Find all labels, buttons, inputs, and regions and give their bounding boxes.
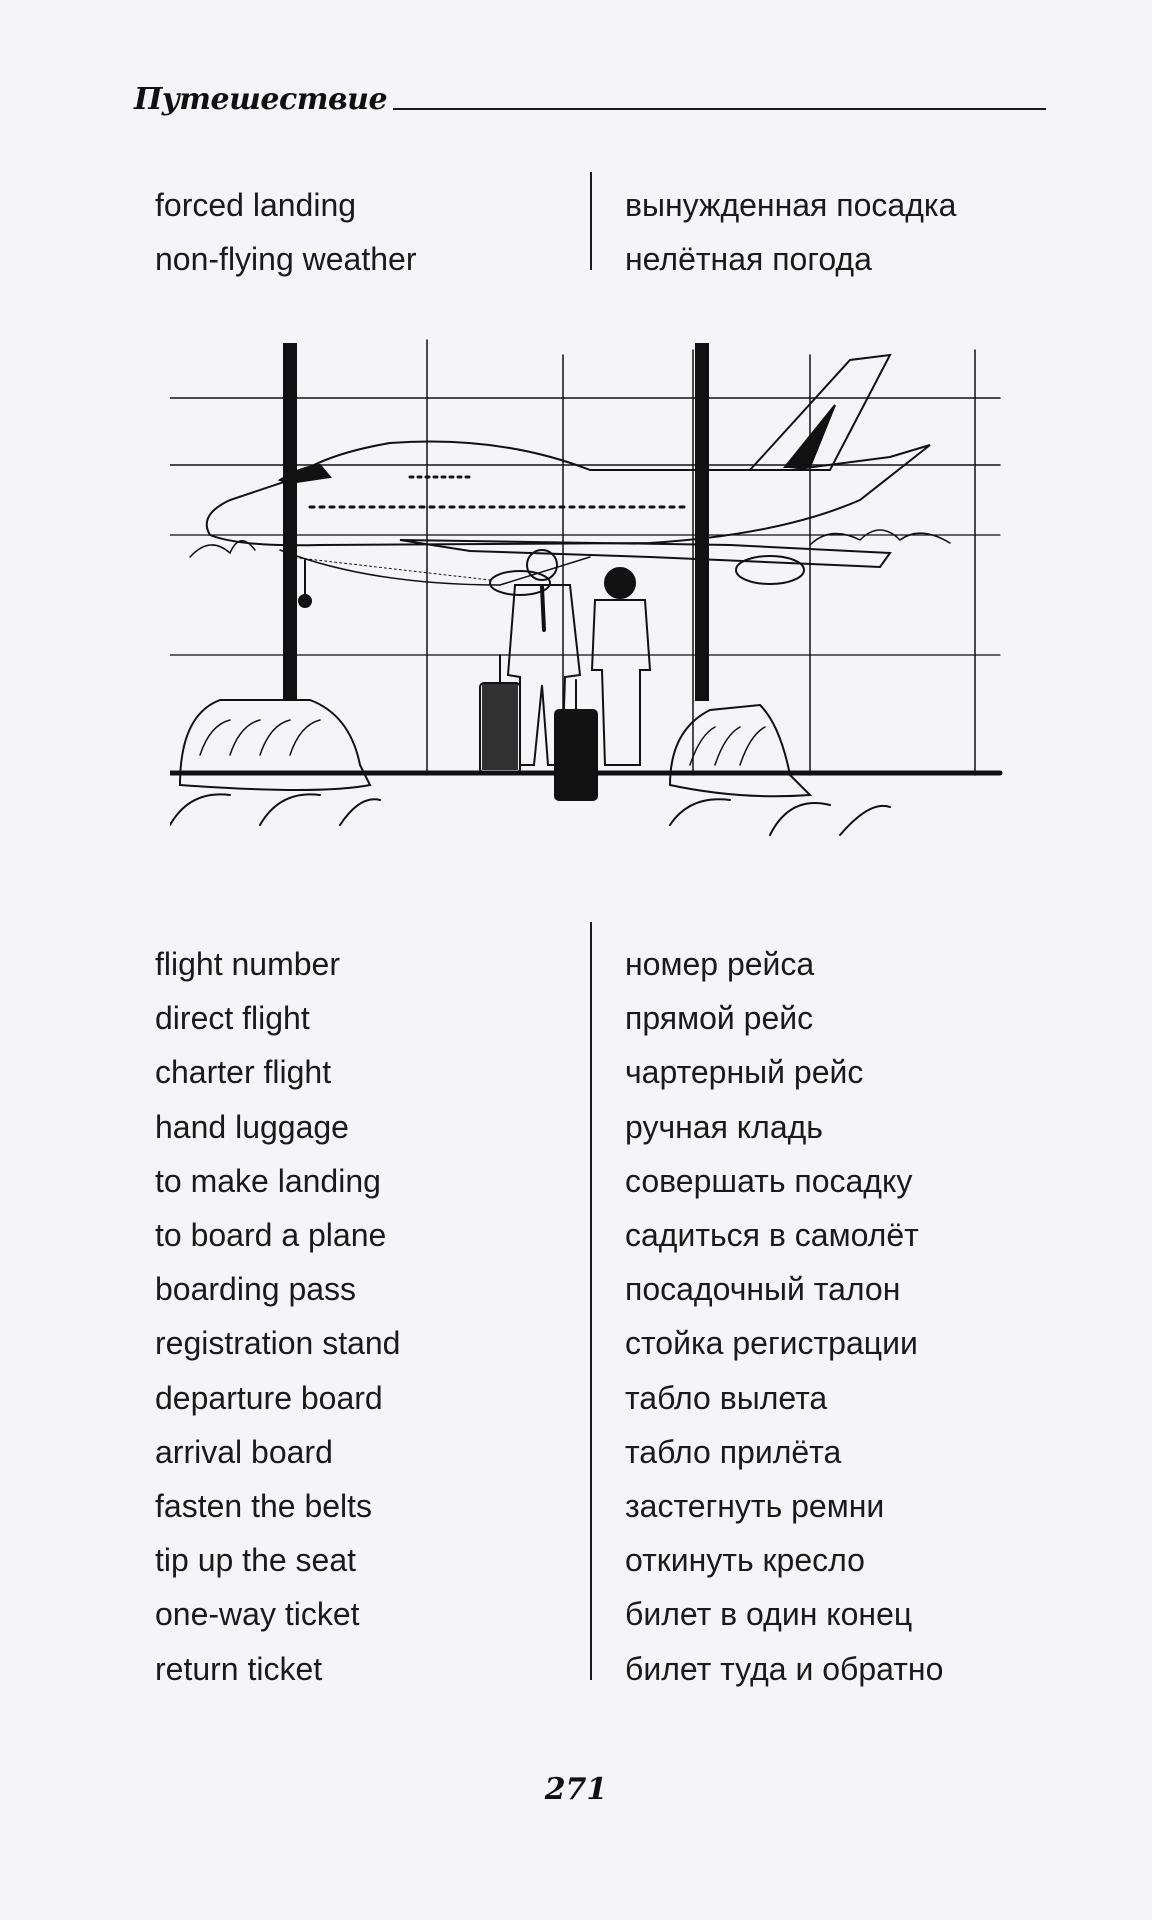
- vocab-english: return ticket: [155, 1650, 323, 1687]
- vocab-russian: нелётная погода: [625, 241, 872, 278]
- vocab-russian: посадочный талон: [625, 1271, 901, 1308]
- vocab-english: arrival board: [155, 1433, 333, 1470]
- vocab-row: [155, 1479, 1035, 1533]
- vocab-russian: вынужденная посадка: [625, 187, 957, 224]
- vocab-russian: откинуть кресло: [625, 1542, 865, 1579]
- vocab-english: one-way ticket: [155, 1596, 360, 1633]
- vocab-russian: садиться в самолёт: [625, 1217, 919, 1254]
- vocab-russian: прямой рейс: [625, 1000, 814, 1037]
- vocab-row: [155, 232, 1035, 286]
- vocab-english: direct flight: [155, 1000, 310, 1037]
- vocab-row: [155, 1262, 1035, 1316]
- airport-illustration: [170, 295, 1030, 855]
- vocab-russian: билет в один конец: [625, 1596, 913, 1633]
- vocab-russian: табло вылета: [625, 1379, 828, 1416]
- vocab-english: tip up the seat: [155, 1542, 357, 1579]
- vocab-row: [155, 1045, 1035, 1099]
- vocab-row: [155, 937, 1035, 991]
- vocab-english: hand luggage: [155, 1108, 349, 1145]
- vocab-english: charter flight: [155, 1054, 332, 1091]
- page-number: 271: [544, 1772, 608, 1807]
- vocab-russian: стойка регистрации: [625, 1325, 918, 1362]
- vocab-list-bottom: [155, 937, 1035, 1696]
- vocab-english: to board a plane: [155, 1217, 387, 1254]
- page-header: [134, 82, 1046, 122]
- vocab-row: [155, 1641, 1035, 1695]
- vocab-row: [155, 1533, 1035, 1587]
- vocab-row: [155, 991, 1035, 1045]
- vocab-english: registration stand: [155, 1325, 401, 1362]
- vocab-row: [155, 1208, 1035, 1262]
- vocab-row: [155, 1316, 1035, 1370]
- page-title: Путешествие: [134, 82, 393, 117]
- vocab-russian: ручная кладь: [625, 1108, 823, 1145]
- vocab-row: [155, 1425, 1035, 1479]
- vocab-row: [155, 1100, 1035, 1154]
- vocab-english: boarding pass: [155, 1271, 357, 1308]
- vocab-english: to make landing: [155, 1162, 381, 1199]
- vocab-english: forced landing: [155, 187, 357, 224]
- vocab-english: departure board: [155, 1379, 383, 1416]
- header-rule: [344, 108, 1046, 110]
- vocab-english: fasten the belts: [155, 1487, 373, 1524]
- vocab-russian: номер рейса: [625, 946, 815, 983]
- vocab-list-top: [155, 178, 1035, 286]
- vocab-russian: совершать посадку: [625, 1162, 913, 1199]
- vocab-russian: билет туда и обратно: [625, 1650, 944, 1687]
- vocab-row: [155, 178, 1035, 232]
- vocab-russian: чартерный рейс: [625, 1054, 864, 1091]
- vocab-english: flight number: [155, 946, 340, 983]
- vocab-row: [155, 1154, 1035, 1208]
- vocab-row: [155, 1587, 1035, 1641]
- vocab-russian: застегнуть ремни: [625, 1487, 885, 1524]
- vocab-russian: табло прилёта: [625, 1433, 842, 1470]
- vocab-english: non-flying weather: [155, 241, 417, 278]
- vocab-row: [155, 1371, 1035, 1425]
